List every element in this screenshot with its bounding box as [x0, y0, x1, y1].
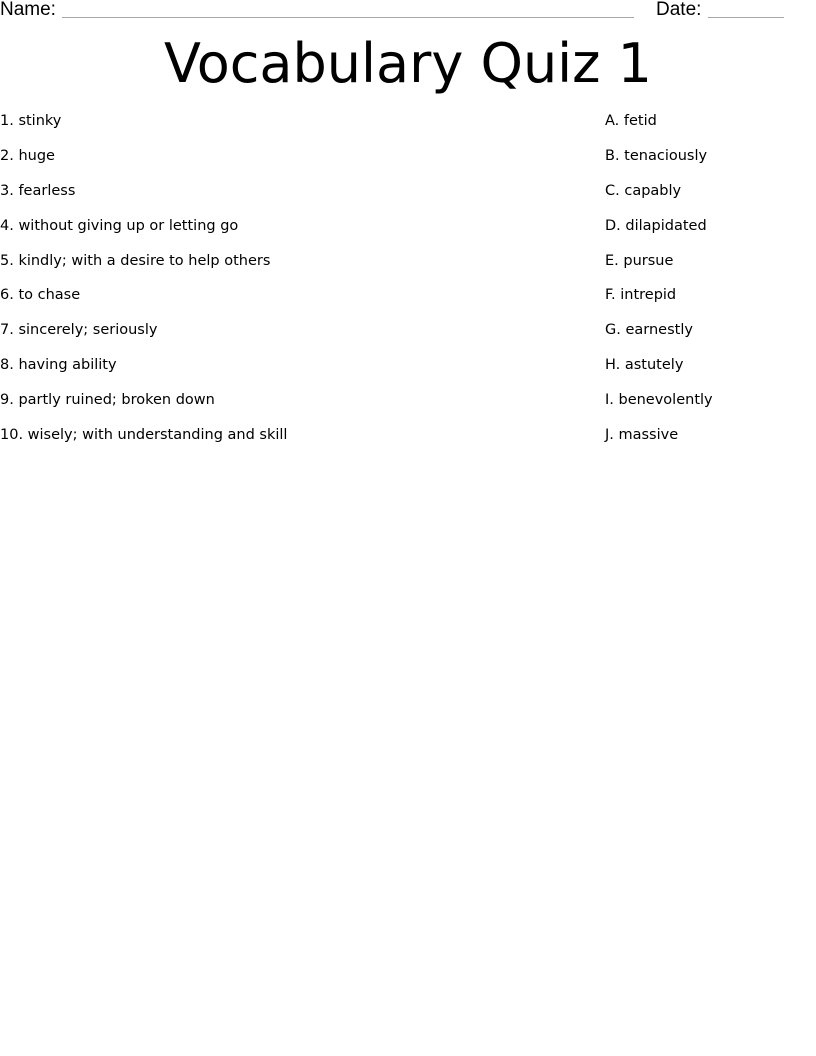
clue-item: 2. huge [0, 147, 55, 164]
answer-item: G. earnestly [605, 322, 693, 339]
page-title: Vocabulary Quiz 1 [163, 32, 653, 95]
answer-item: C. capably [605, 182, 682, 199]
answer-item: F. intrepid [605, 287, 677, 304]
date-blank-line[interactable] [708, 17, 784, 18]
clue-item: 7. sincerely; seriously [0, 322, 158, 339]
header-row [0, 0, 816, 24]
clue-item: 8. having ability [0, 357, 117, 374]
clue-item: 6. to chase [0, 287, 81, 304]
clue-list [0, 104, 560, 453]
clue-item: 5. kindly; with a desire to help others [0, 252, 271, 269]
answer-item: E. pursue [605, 252, 674, 269]
clue-item: 3. fearless [0, 182, 76, 199]
answer-item: D. dilapidated [605, 217, 707, 234]
answer-list [605, 104, 805, 453]
clue-item: 10. wisely; with understanding and skill [0, 427, 288, 444]
answer-item: B. tenaciously [605, 147, 708, 164]
clue-item: 9. partly ruined; broken down [0, 392, 215, 409]
answer-item: I. benevolently [605, 392, 713, 409]
answer-item: A. fetid [605, 113, 657, 129]
date-label: Date: [656, 0, 702, 20]
clue-item: 1. stinky [0, 113, 62, 129]
answer-item: J. massive [605, 427, 679, 444]
name-blank-line[interactable] [62, 17, 634, 18]
answer-item: H. astutely [605, 357, 684, 374]
clue-item: 4. without giving up or letting go [0, 217, 239, 234]
name-label: Name: [0, 0, 56, 20]
